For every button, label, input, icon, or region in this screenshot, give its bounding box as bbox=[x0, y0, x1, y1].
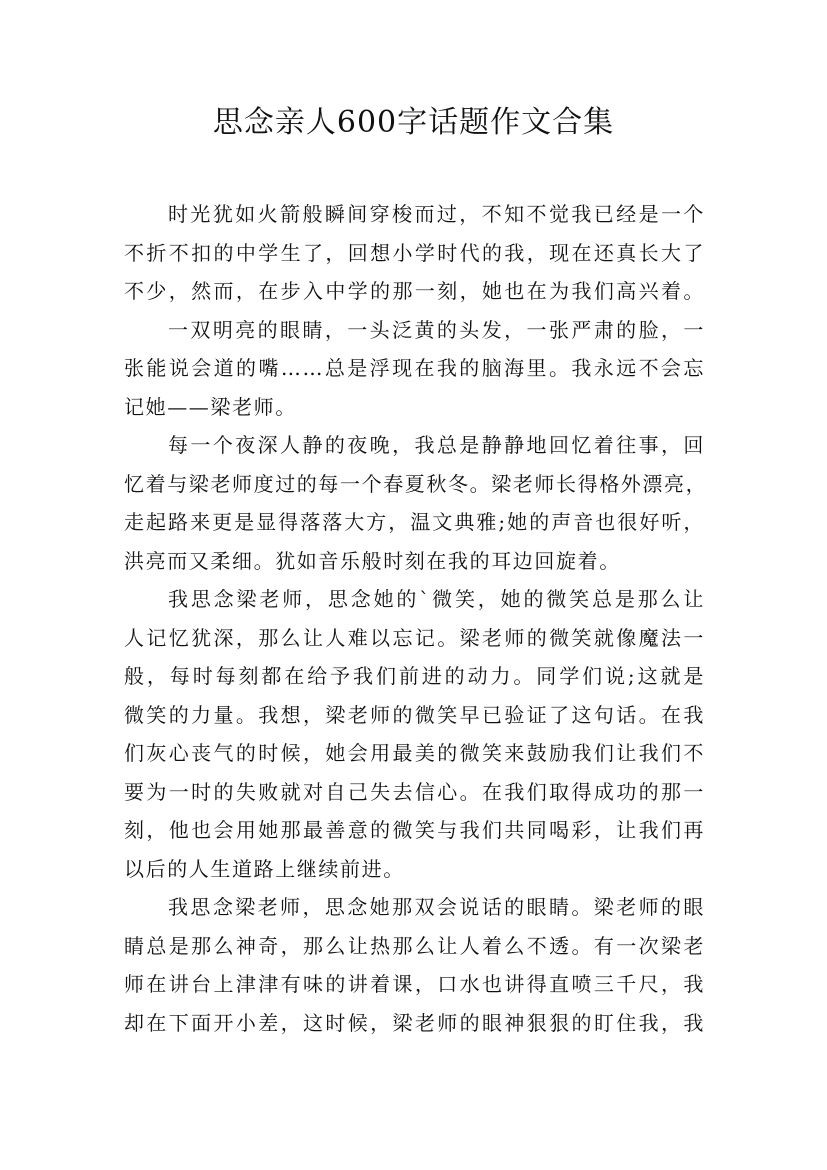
text-line: 们灰心丧气的时候，她会用最美的微笑来鼓励我们让我们不 bbox=[124, 741, 705, 765]
text-line: 我思念梁老师，思念她的`微笑，她的微笑总是那么让 bbox=[168, 587, 705, 611]
text-line: 刻，他也会用她那最善意的微笑与我们共同喝彩，让我们再 bbox=[124, 818, 705, 842]
text-line: 不折不扣的中学生了，回想小学时代的我，现在还真长大了 bbox=[124, 240, 705, 265]
document-title: 思念亲人600字话题作文合集 bbox=[212, 105, 615, 140]
text-line: 师在讲台上津津有味的讲着课，口水也讲得直喷三千尺，我 bbox=[124, 972, 705, 996]
text-line: 我思念梁老师，思念她那双会说话的眼睛。梁老师的眼 bbox=[168, 895, 705, 919]
text-line: 记她——梁老师。 bbox=[124, 394, 297, 419]
text-line: 洪亮而又柔细。犹如音乐般时刻在我的耳边回旋着。 bbox=[124, 548, 621, 573]
text-line: 时光犹如火箭般瞬间穿梭而过，不知不觉我已经是一个 bbox=[168, 202, 705, 226]
text-line: 忆着与梁老师度过的每一个春夏秋冬。梁老师长得格外漂亮， bbox=[124, 471, 708, 496]
text-line: 每一个夜深人静的夜晚，我总是静静地回忆着往事，回 bbox=[168, 433, 705, 457]
text-line: 走起路来更是显得落落大方，温文典雅;她的声音也很好听， bbox=[124, 510, 705, 534]
text-line: 张能说会道的嘴……总是浮现在我的脑海里。我永远不会忘 bbox=[124, 356, 705, 380]
text-line: 却在下面开小差，这时候，梁老师的眼神狠狠的盯住我，我 bbox=[124, 1010, 705, 1035]
text-line: 睛总是那么神奇，那么让热那么让人着么不透。有一次梁老 bbox=[124, 933, 705, 958]
text-line: 要为一时的失败就对自己失去信心。在我们取得成功的那一 bbox=[124, 779, 705, 804]
document-body bbox=[124, 195, 708, 1042]
text-line: 人记忆犹深，那么让人难以忘记。梁老师的微笑就像魔法一 bbox=[124, 625, 705, 650]
text-line: 不少，然而，在步入中学的那一刻，她也在为我们高兴着。 bbox=[124, 279, 705, 303]
text-line: 般，每时每刻都在给予我们前进的动力。同学们说;这就是 bbox=[124, 664, 705, 688]
text-line: 一双明亮的眼睛，一头泛黄的头发，一张严肃的脸，一 bbox=[168, 317, 705, 342]
text-line: 微笑的力量。我想，梁老师的微笑早已验证了这句话。在我 bbox=[124, 702, 705, 727]
text-line: 以后的人生道路上继续前进。 bbox=[124, 856, 405, 881]
